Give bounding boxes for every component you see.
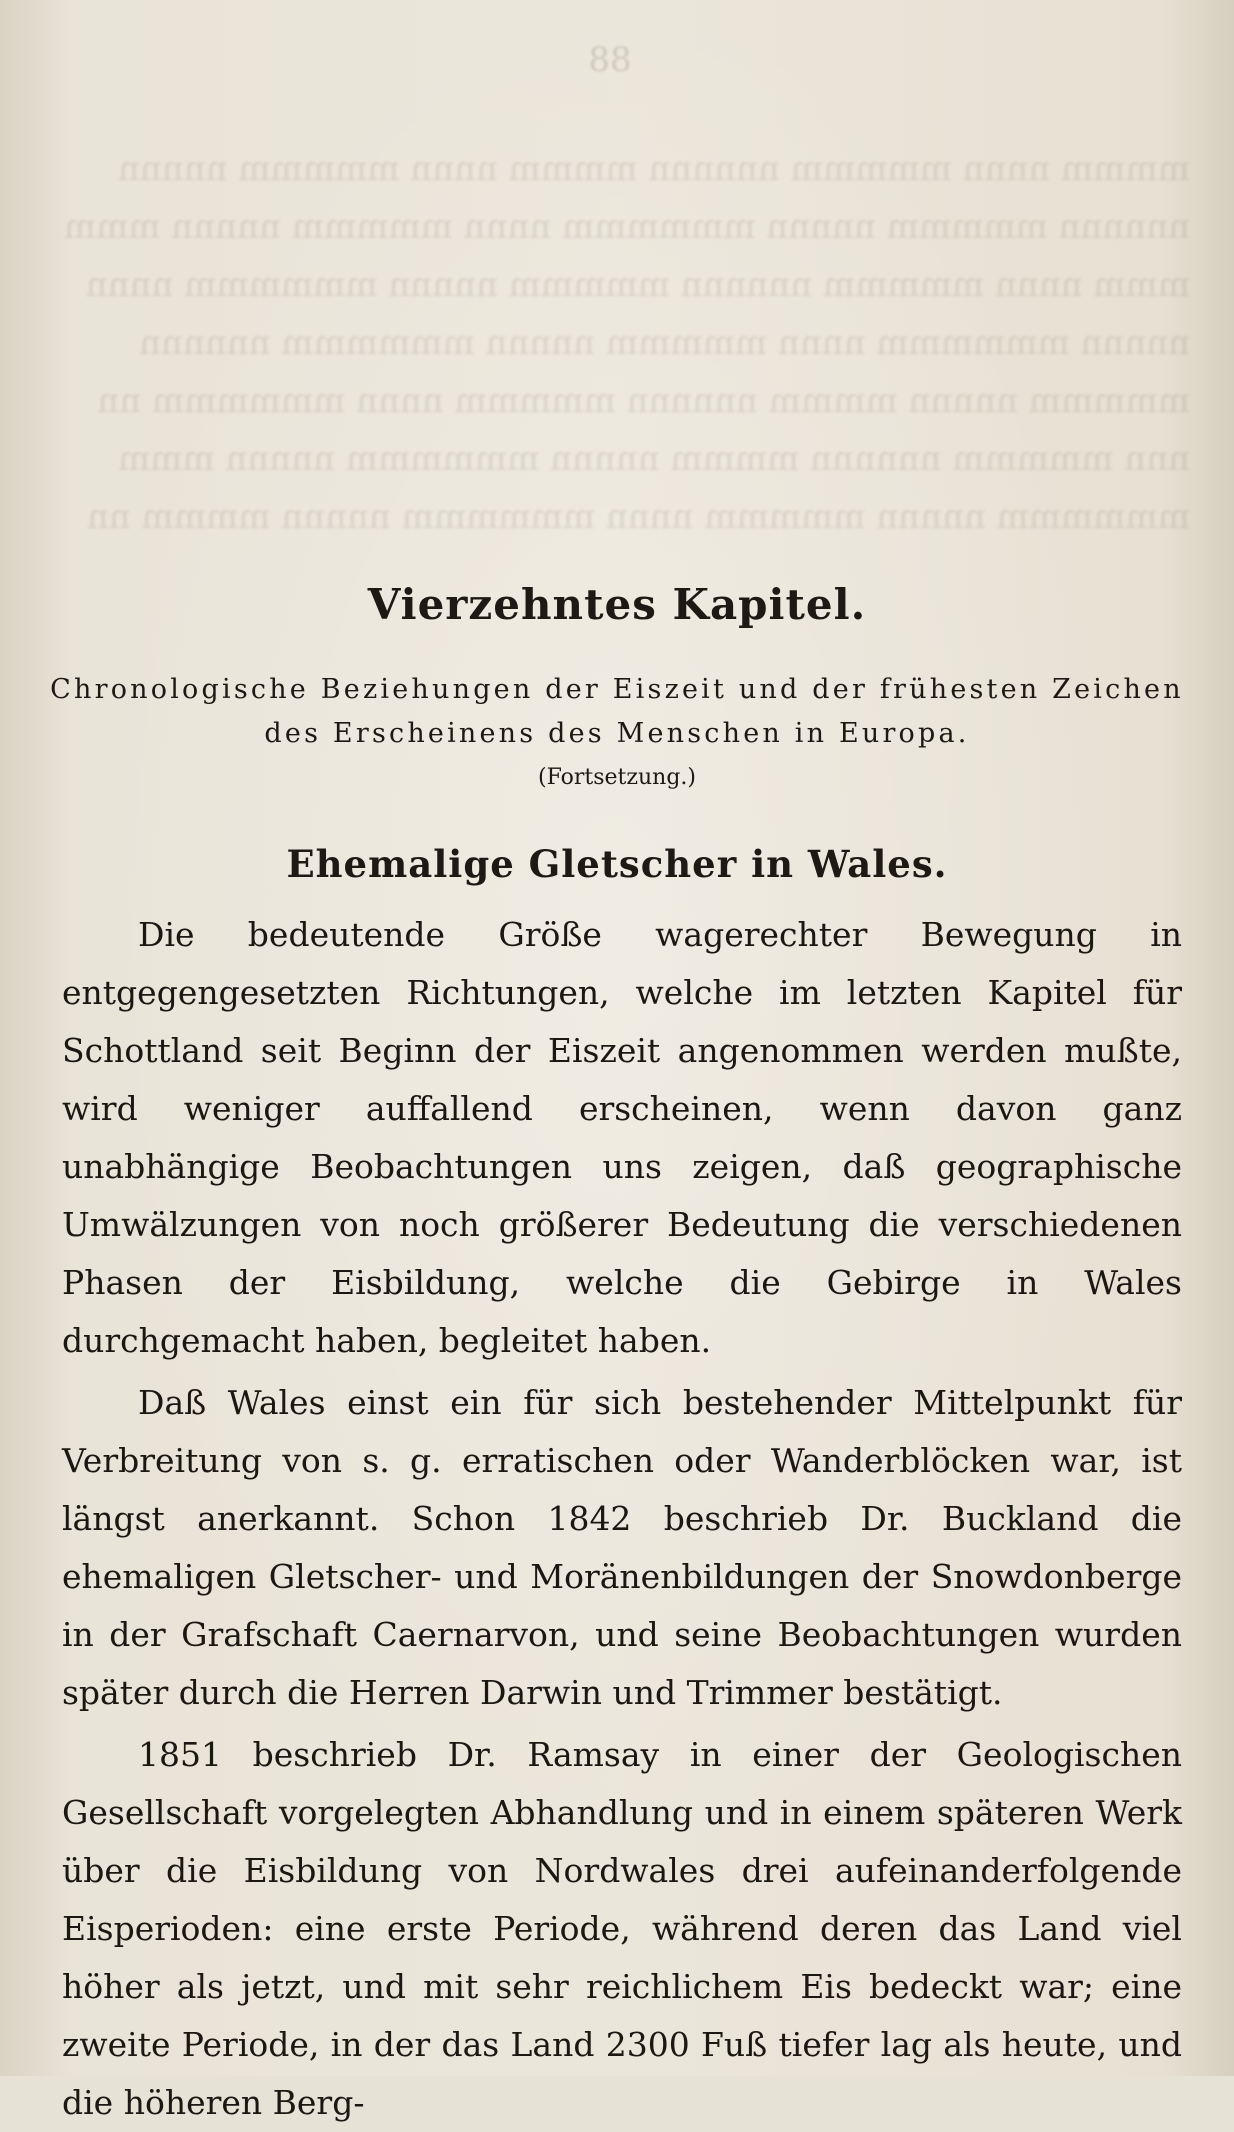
chapter-subtitle [0,668,1234,756]
body-text [62,906,1182,2132]
chapter-title: Vierzehntes Kapitel. [367,580,867,629]
page-number: 88 [588,40,632,80]
chapter-subtitle-line-2: des Erscheinens des Menschen in Europa. [264,718,970,749]
section-title: Ehemalige Gletscher in Wales. [286,842,948,886]
paragraph-1: Die bedeutende Größe wagerechter Bewegung in entgegengesetzten Richtungen, welche im letzten Kapitel für Schottland seit Beginn der Eiszeit angenommen werden mußte, wird weniger auffallend erscheinen, wenn davon ganz unabhängige Beobachtungen uns zeigen, daß geographische Umwälzungen von noch größerer Bedeutung die verschiedenen Phasen der Eisbildung, welche die Gebirge in Wales durchgemacht haben, begleitet haben. [62,915,1182,1360]
paragraph-2: Daß Wales einst ein für sich bestehender Mittelpunkt für Verbreitung von s. g. erratischen oder Wanderblöcken war, ist längst anerkannt. Schon 1842 beschrieb Dr. Buckland die ehemaligen Gletscher- und Moränenbildungen der Snowdonberge in der Grafschaft Caernarvon, und seine Beobachtungen wurden später durch die Herren Darwin und Trimmer bestätigt. [62,1383,1182,1712]
paragraph-3: 1851 beschrieb Dr. Ramsay in einer der Geologischen Gesellschaft vorgelegten Abhandlung und in einem späteren Werk über die Eisbildung von Nordwales drei aufeinanderfolgende Eisperioden: eine erste Periode, während deren das Land viel höher als jetzt, und mit sehr reichlichem Eis bedeckt war; eine zweite Periode, in der das Land 2300 Fuß tiefer lag als heute, und die höheren Berg- [62,1735,1182,2122]
chapter-subtitle-line-1: Chronologische Beziehungen der Eiszeit und der frühesten Zeichen [50,674,1184,705]
bleed-through-text: mmmm nnnn mmmmm nnnnnn mmmm nnnn mmmmm nnnnn nnnnnn mmmmm nnnnn mmmmmm nnnn mmmmm nnnnn mmm mmm nnnn mmmmm nnnnnn mmmmm nnnnn mmmmmm nnnn nnnnn mmmmmm nnnn mmmmm nnnnn mmmmmm nnnnnn mmmmm nnnnn mmmm nnnnnn mmmmm nnnn mmmmmm nn nnn mmmmm nnnnnn mmmm nnnnn mmmmmm nnnnn mmm mmmmmm nnnnn mmmmm nnnn mmmmmm nnnnn mmmm nn [63,149,1190,537]
continuation-note: (Fortsetzung.) [538,765,696,790]
